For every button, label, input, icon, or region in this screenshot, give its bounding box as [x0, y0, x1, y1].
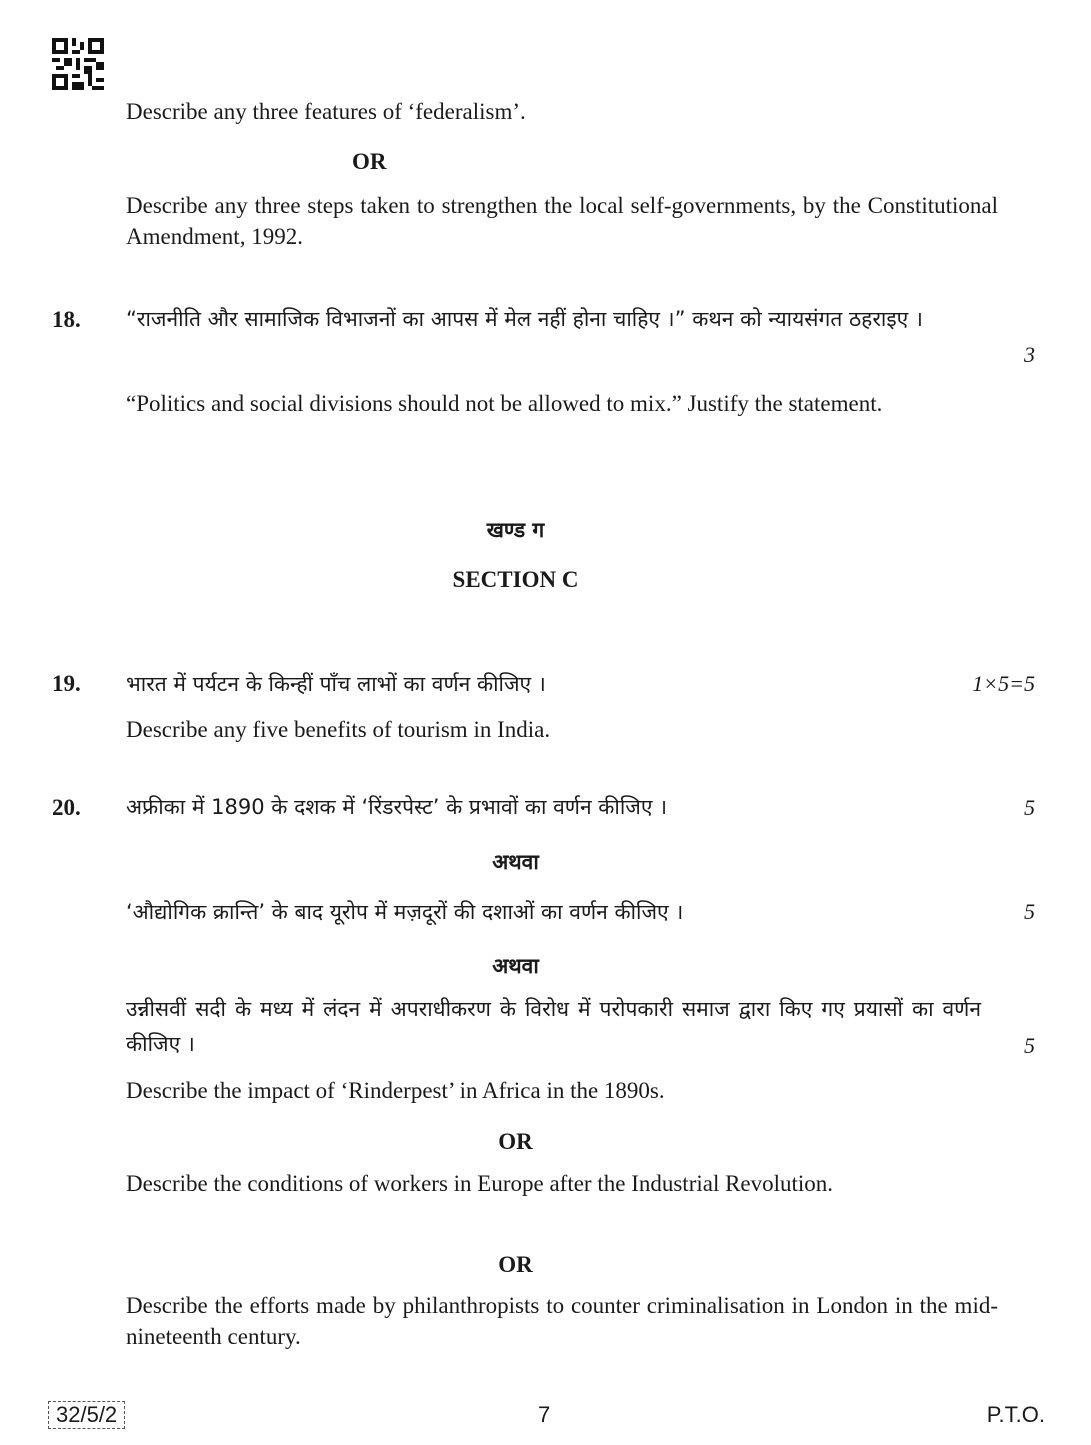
page-number: 7 — [538, 1402, 551, 1427]
q20-marks-b: 5 — [1024, 899, 1035, 924]
q18-english-text: “Politics and social divisions should not be allowed to mix.” Justify the statement. — [126, 391, 883, 416]
q20-or-1: OR — [498, 1129, 533, 1154]
q20-or-2: OR — [498, 1252, 533, 1277]
q17-or-label: OR — [352, 149, 387, 174]
q17-english-text: Describe any three features of ‘federalism’. — [126, 99, 526, 124]
q20-marks-a: 5 — [1024, 795, 1035, 820]
section-title-english: SECTION C — [452, 567, 579, 592]
q19-hindi-text: भारत में पर्यटन के किन्हीं पाँच लाभों का वर्णन कीजिए । — [126, 672, 546, 696]
q20-english-option-a: Describe the impact of ‘Rinderpest’ in Africa in the 1890s. — [126, 1078, 665, 1103]
q20-hindi-option-c: उन्नीसवीं सदी के मध्य में लंदन में अपराधीकरण के विरोध में परोपकारी समाज द्वारा किए गए प्रयासों का वर्णन कीजिए । — [126, 997, 981, 1056]
q18-marks: 3 — [1024, 342, 1035, 367]
q17-english-alternative: Describe any three steps taken to strengthen the local self-governments, by the Constitutional Amendment, 1992. — [126, 193, 998, 249]
q20-english-option-b: Describe the conditions of workers in Europe after the Industrial Revolution. — [126, 1171, 834, 1196]
qr-code-icon — [52, 38, 104, 90]
section-title-hindi: खण्ड ग — [486, 518, 545, 542]
q20-english-option-c: Describe the efforts made by philanthropists to counter criminalisation in London in the mid-nineteenth century. — [126, 1293, 998, 1349]
q20-marks-c: 5 — [1024, 1033, 1035, 1058]
q20-athva-2: अथवा — [492, 954, 539, 978]
pto-label: P.T.O. — [986, 1402, 1045, 1427]
q19-number: 19. — [52, 671, 81, 696]
q20-number: 20. — [52, 795, 81, 820]
q18-number: 18. — [52, 307, 81, 332]
paper-code: 32/5/2 — [48, 1401, 125, 1429]
q19-english-text: Describe any five benefits of tourism in India. — [126, 717, 551, 742]
q20-athva-1: अथवा — [492, 850, 539, 874]
q18-hindi-text: “राजनीति और सामाजिक विभाजनों का आपस में मेल नहीं होना चाहिए ।” कथन को न्यायसंगत ठहराइए । — [126, 307, 923, 331]
q20-hindi-option-b: ‘औद्योगिक क्रान्ति’ के बाद यूरोप में मज़दूरों की दशाओं का वर्णन कीजिए । — [126, 900, 684, 924]
q19-marks: 1×5=5 — [972, 671, 1035, 696]
q20-hindi-option-a: अफ्रीका में 1890 के दशक में ‘रिंडरपेस्ट’ के प्रभावों का वर्णन कीजिए । — [126, 795, 668, 819]
